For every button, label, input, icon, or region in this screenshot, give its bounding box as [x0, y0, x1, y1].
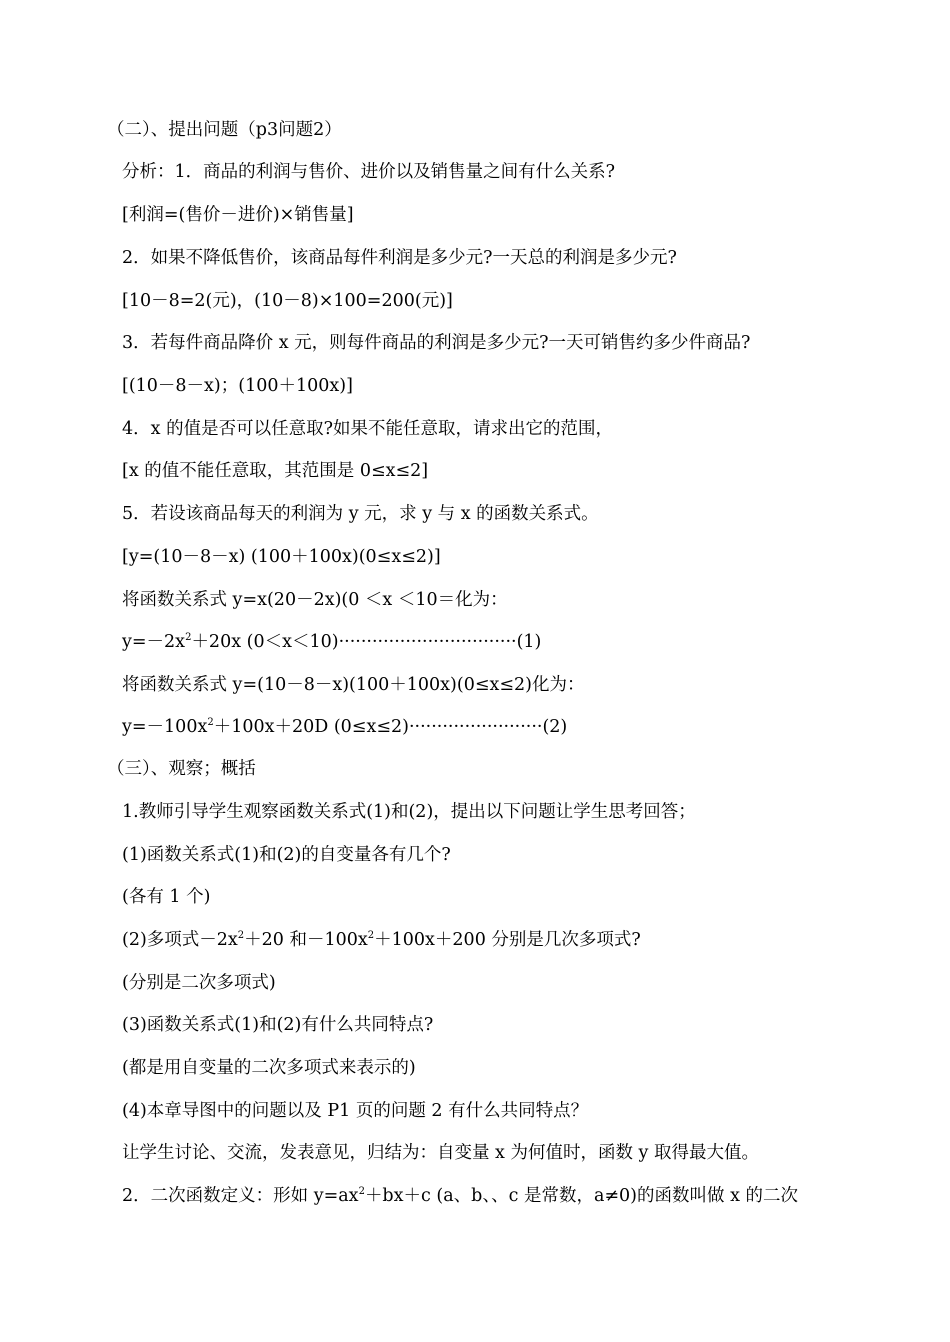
- answer-1: [利润=(售价－进价)×销售量]: [122, 205, 354, 225]
- obs-q2-exponent-2: 2: [367, 930, 375, 942]
- discussion-summary: 让学生讨论、交流，发表意见，归结为：自变量 x 为何值时，函数 y 取得最大值。: [122, 1143, 760, 1163]
- observation-question-3: (3)函数关系式(1)和(2)有什么共同特点?: [122, 1015, 434, 1035]
- observation-intro: 1.教师引导学生观察函数关系式(1)和(2)，提出以下问题让学生思考回答；: [122, 802, 696, 822]
- question-2: 2．如果不降低售价，该商品每件利润是多少元?一天总的利润是多少元?: [122, 248, 677, 268]
- quadratic-definition: [122, 1184, 798, 1208]
- obs-q2-exponent-1: 2: [237, 930, 245, 942]
- definition-exponent: 2: [358, 1186, 365, 1198]
- question-4: 4．x 的值是否可以任意取?如果不能任意取，请求出它的范围，: [122, 419, 613, 439]
- analysis-question-1: 分析：1．商品的利润与售价、进价以及销售量之间有什么关系?: [122, 162, 616, 182]
- answer-3: [(10－8－x)；(100＋100x)]: [122, 376, 353, 396]
- equation-2-before: y=－100x: [122, 717, 208, 737]
- transform-instruction-2: 将函数关系式 y=(10－8－x)(100＋100x)(0≤x≤2)化为：: [122, 675, 585, 695]
- question-5: 5．若设该商品每天的利润为 y 元，求 y 与 x 的函数关系式。: [122, 504, 599, 524]
- answer-4: [x 的值不能任意取，其范围是 0≤x≤2]: [122, 461, 429, 481]
- definition-after: ＋bx＋c (a、b、、c 是常数，a≠0)的函数叫做 x 的二次: [364, 1186, 799, 1206]
- definition-before: 2．二次函数定义：形如 y=ax: [122, 1186, 359, 1206]
- answer-5: [y=(10－8－x) (100＋100x)(0≤x≤2)]: [122, 547, 441, 567]
- observation-question-1: (1)函数关系式(1)和(2)的自变量各有几个?: [122, 845, 451, 865]
- equation-1-exponent: 2: [185, 632, 192, 644]
- observation-answer-1: (各有 1 个): [122, 887, 211, 907]
- equation-2: [122, 715, 567, 739]
- observation-question-2: [122, 928, 641, 952]
- obs-q2-before: (2)多项式－2x: [122, 930, 238, 950]
- observation-answer-2: (分别是二次多项式): [122, 973, 276, 993]
- equation-2-after: ＋100x＋20D (0≤x≤2)························(2): [213, 717, 568, 737]
- question-3: 3．若每件商品降价 x 元，则每件商品的利润是多少元?一天可销售约多少件商品?: [122, 333, 751, 353]
- observation-question-4: (4)本章导图中的问题以及 P1 页的问题 2 有什么共同特点？: [122, 1101, 589, 1121]
- equation-1-before: y=－2x: [122, 632, 186, 652]
- equation-1: [122, 630, 541, 654]
- observation-answer-3: (都是用自变量的二次多项式来表示的): [122, 1058, 416, 1078]
- answer-2: [10－8=2(元)，(10－8)×100=200(元)]: [122, 291, 453, 311]
- equation-2-exponent: 2: [207, 717, 214, 729]
- obs-q2-middle: ＋20 和－100x: [244, 930, 368, 950]
- obs-q2-after: ＋100x＋200 分别是几次多项式?: [374, 930, 641, 950]
- equation-1-after: ＋20x (0＜x＜10)································(1): [191, 632, 542, 652]
- section-heading-3: （三）、观察；概括: [107, 759, 256, 779]
- transform-instruction-1: 将函数关系式 y=x(20－2x)(0 ＜x ＜10＝化为：: [122, 590, 508, 610]
- section-heading-2: （二）、提出问题（p3问题2）: [107, 120, 342, 140]
